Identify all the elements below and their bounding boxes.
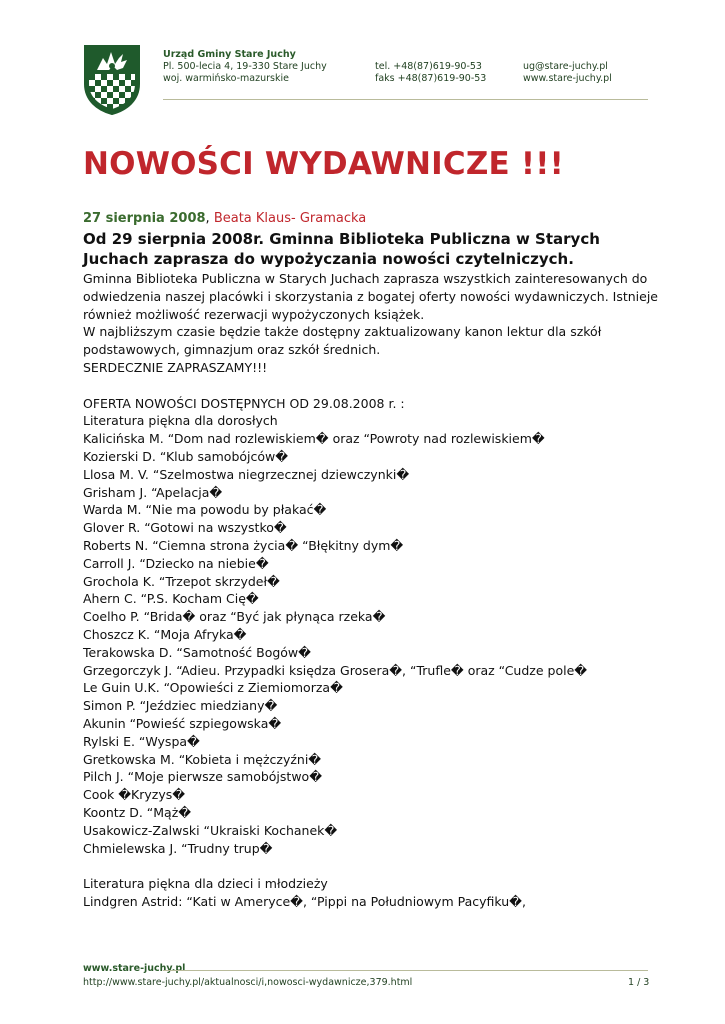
book-entry: Usakowicz-Zalwski “Ukraiski Kochanek� — [83, 822, 338, 838]
footer-page-number: 1 / 3 — [628, 977, 650, 988]
intro-paragraph: SERDECZNIE ZAPRASZAMY!!! — [83, 359, 268, 375]
adult-book-list — [83, 430, 658, 857]
article-author: Beata Klaus- Gramacka — [213, 211, 367, 226]
header-web — [523, 61, 612, 85]
book-entry: Simon P. “Jeździec miedziany� — [83, 698, 278, 714]
book-entry: Grisham J. “Apelacja� — [83, 484, 223, 500]
intro-paragraph: W najbliższym czasie będzie także dostępny zaktualizowany kanon lektur dla szkół podstawowych, gimnazjum oraz szkół średnich. — [83, 324, 602, 358]
book-entry: Chmielewska J. “Trudny trup� — [83, 840, 273, 856]
organization-region: woj. warmińsko-mazurskie — [163, 73, 289, 84]
meta-separator: , — [205, 211, 214, 226]
book-entry: Akunin “Powieść szpiegowska� — [83, 715, 282, 731]
book-entry: Carroll J. “Dziecko na niebie� — [83, 555, 269, 571]
book-entry: Coelho P. “Brida� oraz “Być jak płynąca rzeka� — [83, 609, 386, 625]
book-entry: Rylski E. “Wyspa� — [83, 733, 200, 749]
footer-divider — [163, 970, 648, 971]
article-lead: Od 29 sierpnia 2008r. Gminna Biblioteka Publiczna w Starych Juchach zaprasza do wypożyczania nowości czytelniczych. — [83, 230, 600, 268]
organization-name: Urząd Gminy Stare Juchy — [163, 49, 296, 60]
article-meta — [83, 211, 366, 226]
header-divider — [163, 99, 648, 100]
youth-book-list — [83, 893, 658, 911]
book-entry: Terakowska D. “Samotność Bogów� — [83, 644, 311, 660]
organization-address: Pl. 500-lecia 4, 19-330 Stare Juchy — [163, 61, 327, 72]
book-entry: Koontz D. “Mąż� — [83, 804, 192, 820]
book-entry: Warda M. “Nie ma powodu by płakać� — [83, 502, 327, 518]
adult-section-heading: Literatura piękna dla dorosłych — [83, 413, 278, 429]
footer-page-url[interactable]: http://www.stare-juchy.pl/aktualnosci/i,nowosci-wydawnicze,379.html — [83, 977, 413, 988]
municipality-coat-of-arms-logo — [83, 44, 141, 116]
spacer — [83, 857, 658, 875]
book-entry: Lindgren Astrid: “Kati w Ameryce�, “Pippi na Południowym Pacyfiku�, — [83, 893, 526, 909]
book-entry: Gretkowska M. “Kobieta i mężczyźni� — [83, 751, 322, 767]
fax-number: faks +48(87)619-90-53 — [375, 73, 487, 84]
offer-heading: OFERTA NOWOŚCI DOSTĘPNYCH OD 29.08.2008 r. : — [83, 395, 405, 411]
book-entry: Cook �Kryzys� — [83, 787, 186, 803]
book-entry: Kalicińska M. “Dom nad rozlewiskiem� oraz “Powroty nad rozlewiskiem� — [83, 431, 545, 447]
book-entry: Grochola K. “Trzepot skrzydeł� — [83, 573, 280, 589]
book-entry: Grzegorczyk J. “Adieu. Przypadki księdza Grosera�, “Trufle� oraz “Cudze pole� — [83, 662, 588, 678]
email-link[interactable]: ug@stare-juchy.pl — [523, 61, 608, 72]
article-date: 27 sierpnia 2008 — [83, 211, 206, 226]
article-body — [83, 270, 658, 911]
youth-section-heading: Literatura piękna dla dzieci i młodzieży — [83, 876, 328, 892]
book-entry: Llosa M. V. “Szelmostwa niegrzecznej dziewczynki� — [83, 466, 410, 482]
intro-paragraph: Gminna Biblioteka Publiczna w Starych Juchach zaprasza wszystkich zainteresowanych do odwiedzenia naszej placówki i skorzystania z bogatej oferty nowości wydawniczych. Istnieje również możliwość rezerwacji wypożyczonych książek. — [83, 271, 658, 322]
header-contact — [375, 61, 486, 85]
spacer — [83, 377, 658, 395]
page-title: NOWOŚCI WYDAWNICZE !!! — [83, 146, 564, 182]
book-entry: Le Guin U.K. “Opowieści z Ziemiomorza� — [83, 680, 343, 696]
phone-number: tel. +48(87)619-90-53 — [375, 61, 482, 72]
book-entry: Glover R. “Gotowi na wszystko� — [83, 520, 287, 536]
book-entry: Kozierski D. “Klub samobójców� — [83, 448, 289, 464]
footer-site-link[interactable]: www.stare-juchy.pl — [83, 963, 186, 974]
header-organization — [163, 49, 327, 85]
book-entry: Choszcz K. “Moja Afryka� — [83, 626, 247, 642]
book-entry: Pilch J. “Moje pierwsze samobójstwo� — [83, 769, 323, 785]
book-entry: Ahern C. “P.S. Kocham Cię� — [83, 591, 259, 607]
book-entry: Roberts N. “Ciemna strona życia� “Błękitny dym� — [83, 537, 404, 553]
website-link[interactable]: www.stare-juchy.pl — [523, 73, 612, 84]
